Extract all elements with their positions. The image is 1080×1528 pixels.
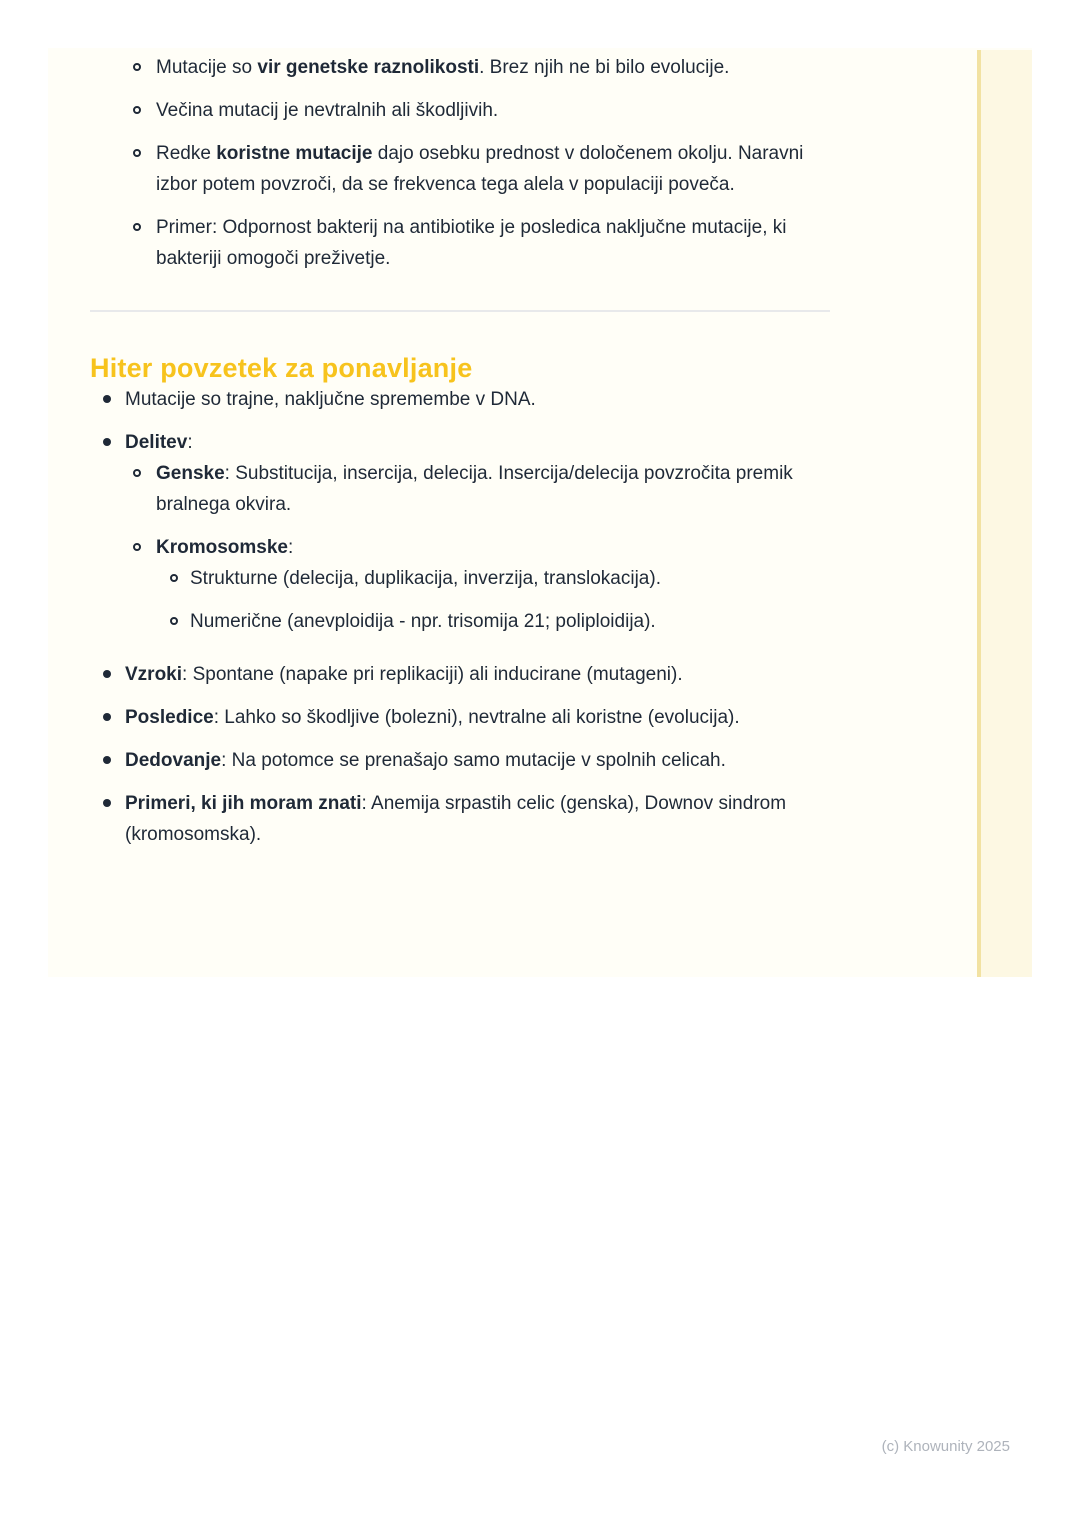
circle-bullet-icon	[133, 543, 141, 551]
list-item	[156, 606, 835, 637]
summary-list	[90, 384, 835, 850]
list-item	[90, 384, 835, 415]
list-item-text: Redke koristne mutacije dajo osebku prednost v določenem okolju. Naravni izbor potem povzroči, da se frekvenca tega alela v populaciji poveča.	[156, 143, 804, 195]
disc-bullet-icon	[103, 799, 111, 807]
document-content	[90, 52, 835, 862]
list-item	[90, 95, 835, 126]
list-item-text: Dedovanje: Na potomce se prenašajo samo mutacije v spolnih celicah.	[125, 750, 726, 771]
list-item-text: Vzroki: Spontane (napake pri replikaciji) ali inducirane (mutageni).	[125, 664, 683, 685]
list-item	[90, 788, 835, 850]
list-item-text: Numerične (anevploidija - npr. trisomija 21; poliploidija).	[190, 611, 656, 632]
disc-bullet-icon	[103, 670, 111, 678]
list-item	[156, 563, 835, 594]
disc-bullet-icon	[103, 395, 111, 403]
list-item	[90, 427, 835, 637]
disc-bullet-icon	[103, 756, 111, 764]
copyright-footer: (c) Knowunity 2025	[881, 1438, 1010, 1455]
intro-list	[90, 52, 835, 274]
list-item	[90, 138, 835, 200]
list-item-text: Genske: Substitucija, insercija, delecija. Insercija/delecija povzročita premik bralnega okvira.	[156, 463, 793, 515]
circle-bullet-icon	[133, 223, 141, 231]
circle-bullet-icon	[170, 574, 178, 582]
circle-bullet-icon	[170, 617, 178, 625]
circle-bullet-icon	[133, 469, 141, 477]
list-item-text: Strukturne (delecija, duplikacija, inverzija, translokacija).	[190, 568, 661, 589]
list-item	[90, 659, 835, 690]
list-item-text: Primer: Odpornost bakterij na antibiotike je posledica naključne mutacije, ki bakteriji omogoči preživetje.	[156, 217, 787, 269]
list-item-text: Večina mutacij je nevtralnih ali škodljivih.	[156, 100, 499, 121]
list-item-text: Posledice: Lahko so škodljive (bolezni), nevtralne ali koristne (evolucija).	[125, 707, 740, 728]
circle-bullet-icon	[133, 106, 141, 114]
circle-bullet-icon	[133, 63, 141, 71]
list-item-text: Kromosomske:	[156, 537, 294, 558]
list-item	[90, 745, 835, 776]
circle-bullet-icon	[133, 149, 141, 157]
list-item	[125, 532, 835, 637]
section-divider	[90, 310, 830, 312]
list-item-text: Delitev:	[125, 432, 193, 453]
list-item	[125, 458, 835, 520]
summary-subsublist	[156, 563, 835, 637]
list-item-text: Primeri, ki jih moram znati: Anemija srpastih celic (genska), Downov sindrom (kromosomska).	[125, 793, 787, 845]
disc-bullet-icon	[103, 438, 111, 446]
summary-sublist	[125, 458, 835, 637]
highlight-stripe	[977, 50, 1032, 977]
list-item	[90, 212, 835, 274]
section-heading: Hiter povzetek za ponavljanje	[90, 353, 473, 383]
disc-bullet-icon	[103, 713, 111, 721]
list-item-text: Mutacije so trajne, naključne spremembe v DNA.	[125, 389, 536, 410]
list-item	[90, 52, 835, 83]
list-item-text: Mutacije so vir genetske raznolikosti. Brez njih ne bi bilo evolucije.	[156, 57, 730, 78]
list-item	[90, 702, 835, 733]
